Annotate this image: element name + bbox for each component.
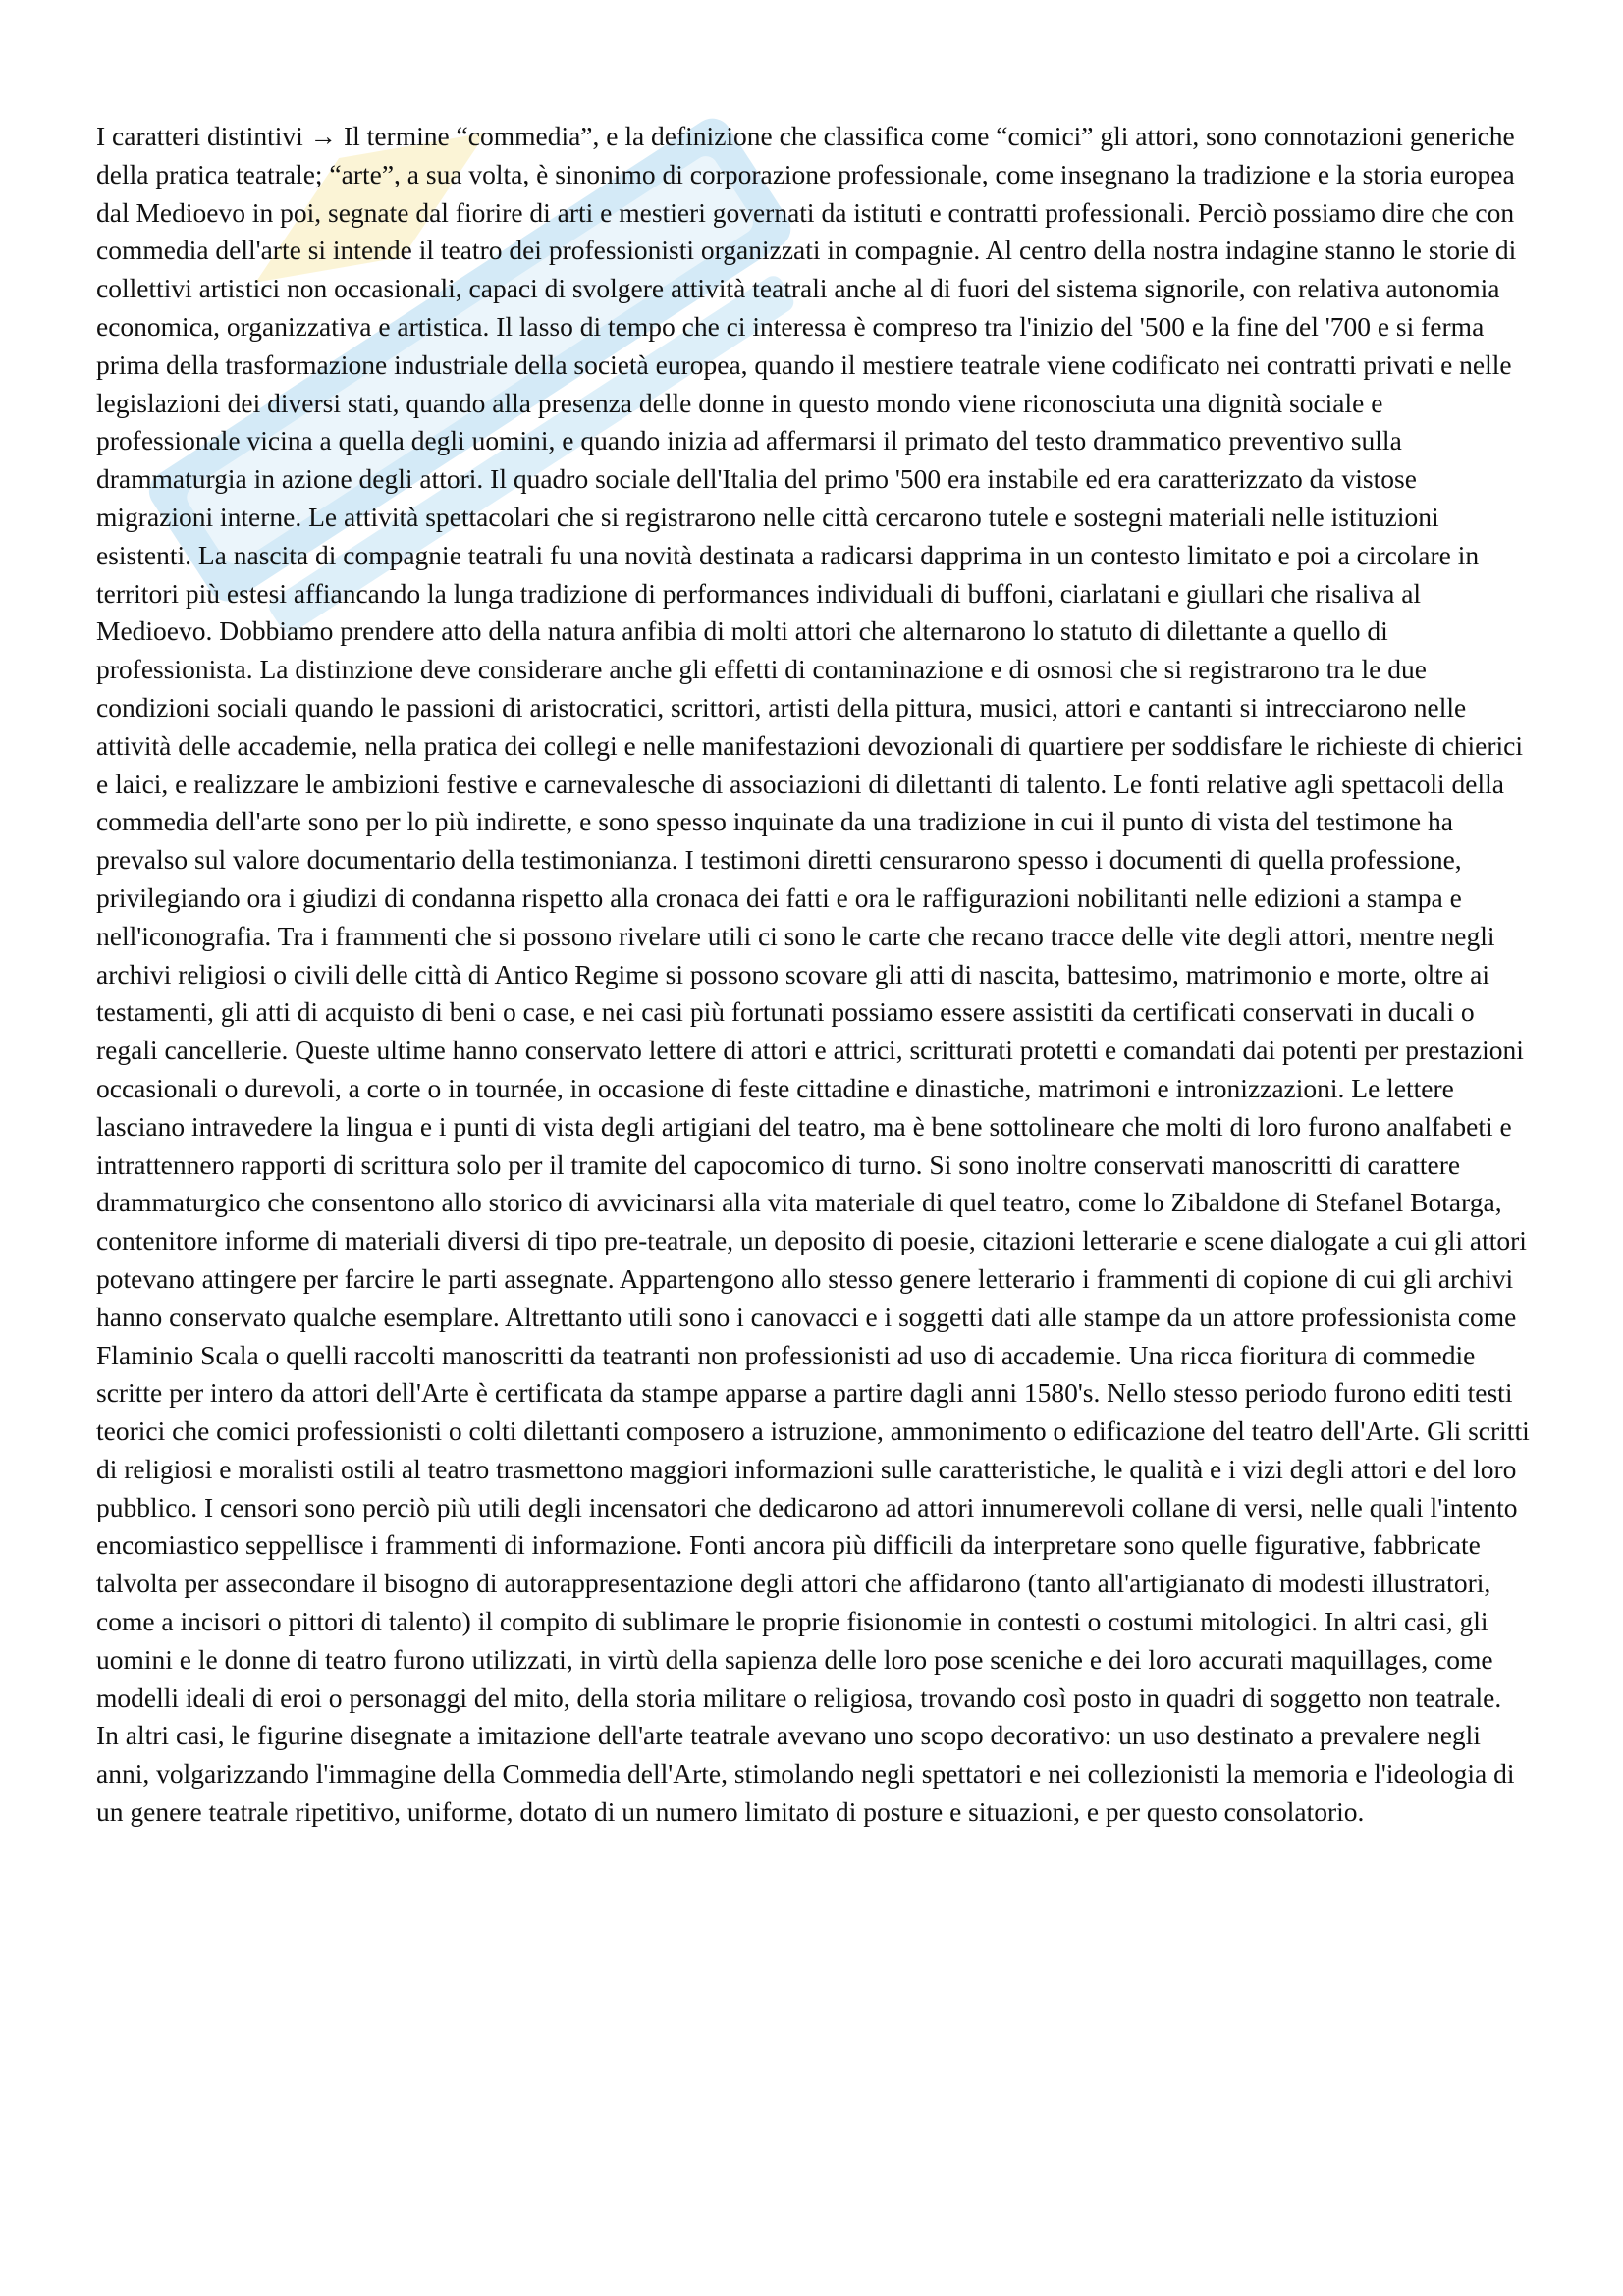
document-body-text: I caratteri distintivi → Il termine “commedia”, e la definizione che classifica come “comici” gli attori, sono connotazioni generiche della pratica teatrale; “arte”, a sua volta, è sinonimo di corporazione professionale, come insegnano la tradizione e la storia europea dal Medioevo in poi, segnate dal fiorire di arti e mestieri governati da istituti e contratti professionali. Perciò possiamo dire che con commedia dell'arte si intende il teatro dei professionisti organizzati in compagnie. Al centro della nostra indagine stanno le storie di collettivi artistici non occasionali, capaci di svolgere attività teatrali anche al di fuori del sistema signorile, con relativa autonomia economica, organizzativa e artistica. Il lasso di tempo che ci interessa è compreso tra l'inizio del '500 e la fine del '700 e si ferma prima della trasformazione industriale della società europea, quando il mestiere teatrale viene codificato nei contratti privati e nelle legislazioni dei diversi stati, quando alla presenza delle donne in questo mondo viene riconosciuta una dignità sociale e professionale vicina a quella degli uomini, e quando inizia ad affermarsi il primato del testo drammatico preventivo sulla drammaturgia in azione degli attori. Il quadro sociale dell'Italia del primo '500 era instabile ed era caratterizzato da vistose migrazioni interne. Le attività spettacolari che si registrarono nelle città cercarono tutele e sostegni materiali nelle istituzioni esistenti. La nascita di compagnie teatrali fu una novità destinata a radicarsi dapprima in un contesto limitato e poi a circolare in territori più estesi affiancando la lunga tradizione di performances individuali di buffoni, ciarlatani e giullari che risaliva al Medioevo. Dobbiamo prendere atto della natura anfibia di molti attori che alternarono lo statuto di dilettante a quello di professionista. La distinzione deve considerare anche gli effetti di contaminazione e di osmosi che si registrarono tra le due condizioni sociali quando le passioni di aristocratici, scrittori, artisti della pittura, musici, attori e cantanti si intrecciarono nelle attività delle accademie, nella pratica dei collegi e nelle manifestazioni devozionali di quartiere per soddisfare le richieste di chierici e laici, e realizzare le ambizioni festive e carnevalesche di associazioni di dilettanti di talento. Le fonti relative agli spettacoli della commedia dell'arte sono per lo più indirette, e sono spesso inquinate da una tradizione in cui il punto di vista del testimone ha prevalso sul valore documentario della testimonianza. I testimoni diretti censurarono spesso i documenti di quella professione, privilegiando ora i giudizi di condanna rispetto alla cronaca dei fatti e ora le raffigurazioni nobilitanti nelle edizioni a stampa e nell'iconografia. Tra i frammenti che si possono rivelare utili ci sono le carte che recano tracce delle vite degli attori, mentre negli archivi religiosi o civili delle città di Antico Regime si possono scovare gli atti di nascita, battesimo, matrimonio e morte, oltre ai testamenti, gli atti di acquisto di beni o case, e nei casi più fortunati possiamo essere assistiti da certificati conservati in ducali o regali cancellerie. Queste ultime hanno conservato lettere di attori e attrici, scritturati protetti e comandati dai potenti per prestazioni occasionali o durevoli, a corte o in tournée, in occasione di feste cittadine e dinastiche, matrimoni e intronizzazioni. Le lettere lasciano intravedere la lingua e i punti di vista degli artigiani del teatro, ma è bene sottolineare che molti di loro furono analfabeti e intrattennero rapporti di scrittura solo per il tramite del capocomico di turno. Si sono inoltre conservati manoscritti di carattere drammaturgico che consentono allo storico di avvicinarsi alla vita materiale di quel teatro, come lo Zibaldone di Stefanel Botarga, contenitore informe di materiali diversi di tipo pre-teatrale, un deposito di poesie, citazioni letterarie e scene dialogate a cui gli attori potevano attingere per farcire le parti assegnate. Appartengono allo stesso genere letterario i frammenti di copione di cui gli archivi hanno conservato qualche esemplare. Altrettanto utili sono i canovacci e i soggetti dati alle stampe da un attore professionista come Flaminio Scala o quelli raccolti manoscritti da teatranti non professionisti ad uso di accademie. Una ricca fioritura di commedie scritte per intero da attori dell'Arte è certificata da stampe apparse a partire dagli anni 1580's. Nello stesso periodo furono editi testi teorici che comici professionisti o colti dilettanti composero a istruzione, ammonimento o edificazione del teatro dell'Arte. Gli scritti di religiosi e moralisti ostili al teatro trasmettono maggiori informazioni sulle caratteristiche, le qualità e i vizi degli attori e del loro pubblico. I censori sono perciò più utili degli incensatori che dedicarono ad attori innumerevoli collane di versi, nelle quali l'intento encomiastico seppellisce i frammenti di informazione. Fonti ancora più difficili da interpretare sono quelle figurative, fabbricate talvolta per assecondare il bisogno di autorappresentazione degli attori che affidarono (tanto all'artigianato di modesti illustratori, come a incisori o pittori di talento) il compito di sublimare le proprie fisionomie in contesti o costumi mitologici. In altri casi, gli uomini e le donne di teatro furono utilizzati, in virtù della sapienza delle loro pose sceniche e dei loro accurati maquillages, come modelli ideali di eroi o personaggi del mito, della storia militare o religiosa, trovando così posto in quadri di soggetto non teatrale. In altri casi, le figurine disegnate a imitazione dell'arte teatrale avevano uno scopo decorativo: un uso destinato a prevalere negli anni, volgarizzando l'immagine della Commedia dell'Arte, stimolando negli spettatori e nei collezionisti la memoria e l'ideologia di un genere teatrale ripetitivo, uniforme, dotato di un numero limitato di posture e situazioni, e per questo consolatorio. <box>96 121 1530 1828</box>
